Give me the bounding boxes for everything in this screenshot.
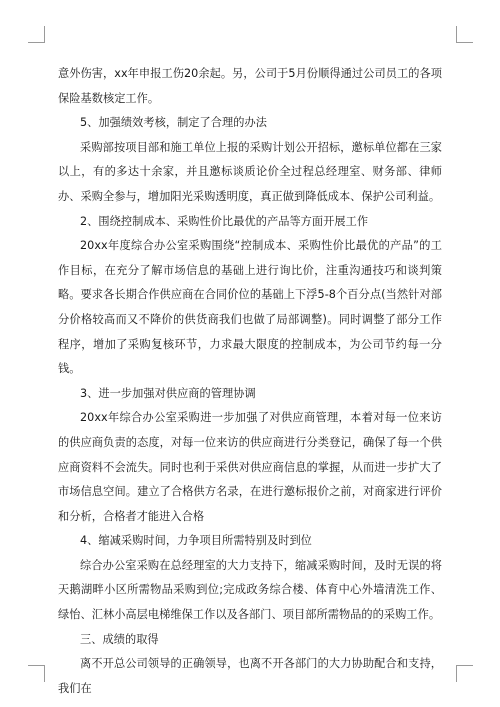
- paragraph: 采购部按项目部和施工单位上报的采购计划公开招标，邀标单位都在三家以上，有的多达十余家，并且邀标谈质论价全过程总经理室、财务部、律师办、采购全参与，增加阳光采购透明度，真正做到降低成本、保护公司利益。: [58, 140, 442, 203]
- crop-mark-bottom-left: [28, 665, 45, 682]
- crop-mark-top-left: [28, 26, 45, 43]
- document-body: [58, 62, 442, 701]
- paragraph: 20xx年综合办公室采购进一步加强了对供应商管理，本着对每一位来访的供应商负责的态度，对每一位来访的供应商进行分类登记，确保了每一个供应商资料不会流失。同时也利于采供对供应商信息的掌握，从而进一步扩大了市场信息空间。建立了合格供方名录，在进行邀标报价之前，对商家进行评价和分析，合格者才能进入合格: [58, 411, 442, 523]
- crop-mark-bottom-right: [456, 665, 473, 682]
- crop-mark-top-right: [456, 26, 473, 43]
- paragraph: 20xx年度综合办公室采购围绕“控制成本、采购性价比最优的产品”的工作目标，在充分了解市场信息的基础上进行询比价，注重沟通技巧和谈判策略。要求各长期合作供应商在合同价位的基础上下浮5-8个百分点(当然针对部分价格较高而又不降价的供货商我们也做了局部调整)。同时调整了部分工作程序，增加了采购复核环节，力求最大限度的控制成本，为公司节约每一分钱。: [58, 239, 442, 376]
- paragraph: 综合办公室采购在总经理室的大力支持下，缩减采购时间，及时无误的将天鹅湖畔小区所需物品采购到位;完成政务综合楼、体育中心外墙清洗工作、绿怡、汇林小高层电梯维保工作以及各部门、项目部所需物品的的采购工作。: [58, 558, 442, 622]
- section-heading: 三、成绩的取得: [80, 632, 159, 646]
- section-heading: 5、加强绩效考核，制定了合理的办法: [80, 116, 267, 130]
- paragraph: 离不开总公司领导的正确领导，也离不开各部门的大力协助配合和支持，我们在: [58, 657, 442, 695]
- paragraph: 意外伤害，xx年申报工伤20余起。另，公司于5月份顺得通过公司员工的各项保险基数核定工作。: [58, 67, 442, 105]
- section-heading: 4、缩减采购时间，力争项目所需特别及时到位: [80, 534, 312, 548]
- section-heading: 3、进一步加强对供应商的管理协调: [80, 386, 256, 400]
- section-heading: 2、围绕控制成本、采购性价比最优的产品等方面开展工作: [80, 214, 369, 228]
